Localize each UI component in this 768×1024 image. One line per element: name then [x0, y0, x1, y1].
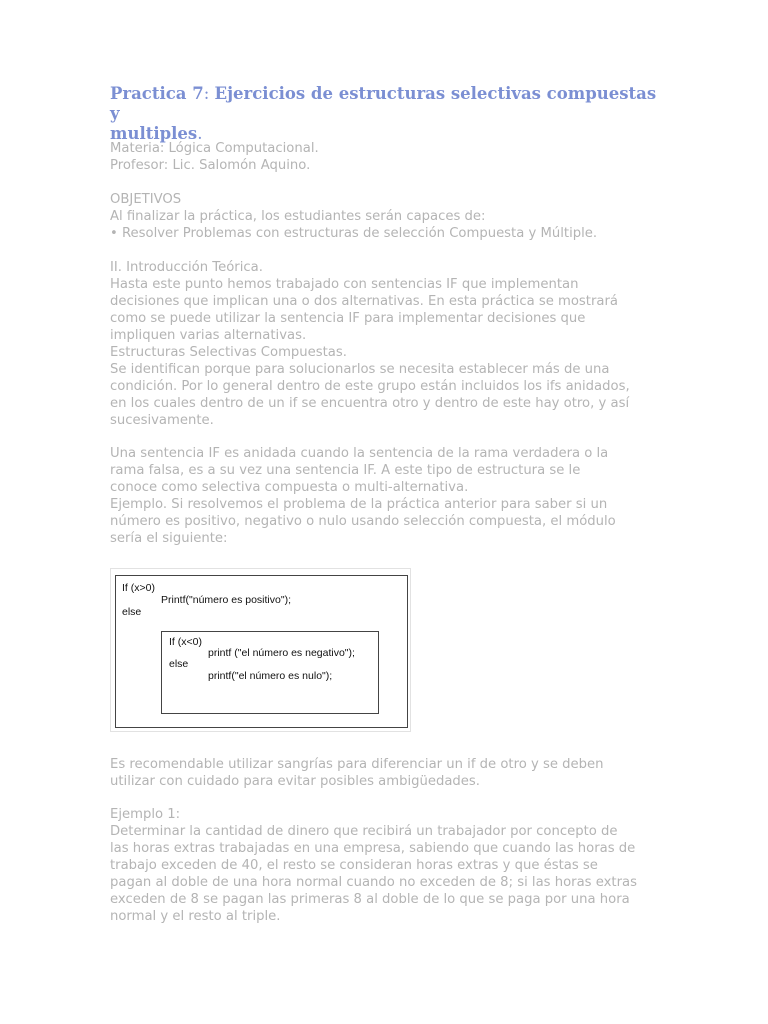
objetivos-bullet: • Resolver Problemas con estructuras de selección Compuesta y Múltiple.: [110, 226, 598, 241]
title-prefix: Practica 7: [110, 84, 204, 103]
code-if-inner: If (x<0): [169, 636, 202, 648]
paragraph-line: Una sentencia IF es anidada cuando la sentencia de la rama verdadera o la: [110, 446, 609, 461]
paragraph-line: las horas extras trabajadas en una empresa, sabiendo que cuando las horas de: [110, 841, 636, 856]
paragraph-line: condición. Por lo general dentro de este grupo están incluidos los ifs anidados,: [110, 379, 630, 394]
paragraph-line: exceden de 8 se pagan las primeras 8 al doble de lo que se paga por una hora: [110, 892, 630, 907]
title-separator: :: [203, 84, 215, 103]
ejemplo1-block: [110, 806, 670, 925]
code-frame: [115, 575, 408, 728]
title-end: .: [197, 124, 203, 143]
nested-if-frame: [161, 631, 379, 714]
code-printf-null: printf("el número es nulo");: [208, 670, 333, 682]
paragraph-line: como se puede utilizar la sentencia IF para implementar decisiones que: [110, 311, 586, 326]
paragraph-line: en los cuales dentro de un if se encuentra otro y dentro de este hay otro, y así: [110, 396, 630, 411]
objetivos-intro: Al finalizar la práctica, los estudiantes serán capaces de:: [110, 209, 486, 224]
paragraph-line: trabajo exceden de 40, el resto se consideran horas extras y que éstas se: [110, 858, 598, 873]
paragraph-line: Se identifican porque para solucionarlos se necesita establecer más de una: [110, 362, 610, 377]
code-printf-positive: Printf("número es positivo");: [161, 594, 291, 606]
paragraph-line: Es recomendable utilizar sangrías para diferenciar un if de otro y se deben: [110, 757, 604, 772]
objetivos-block: [110, 191, 670, 242]
paragraph-line: Ejemplo. Si resolvemos el problema de la práctica anterior para saber si un: [110, 497, 608, 512]
introduccion-block: [110, 259, 670, 429]
ejemplo1-heading: Ejemplo 1:: [110, 807, 181, 822]
code-else-outer: else: [122, 606, 142, 618]
paragraph-line: conoce como selectiva compuesta o multi-alternativa.: [110, 480, 469, 495]
paragraph-line: sería el siguiente:: [110, 531, 228, 546]
anidada-block: [110, 445, 670, 547]
title-main: Ejercicios de estructuras selectivas compuestas y: [110, 84, 657, 123]
document-title: [110, 84, 670, 144]
paragraph-line: Hasta este punto hemos trabajado con sentencias IF que implementan: [110, 277, 579, 292]
paragraph-line: pagan al doble de una hora normal cuando no exceden de 8; si las horas extras: [110, 875, 637, 890]
paragraph-line: rama falsa, es a su vez una sentencia IF. A este tipo de estructura se le: [110, 463, 581, 478]
code-example-image: [110, 568, 411, 732]
introduccion-heading: II. Introducción Teórica.: [110, 260, 263, 275]
code-if-outer: If (x>0): [122, 582, 155, 594]
profesor-line: Profesor: Lic. Salomón Aquino.: [110, 158, 311, 173]
paragraph-line: Determinar la cantidad de dinero que recibirá un trabajador por concepto de: [110, 824, 618, 839]
estructuras-subheading: Estructuras Selectivas Compuestas.: [110, 345, 347, 360]
title-main-2: multiples: [110, 124, 198, 143]
sangrias-block: [110, 756, 670, 790]
paragraph-line: número es positivo, negativo o nulo usando selección compuesta, el módulo: [110, 514, 616, 529]
paragraph-line: sucesivamente.: [110, 413, 214, 428]
objetivos-heading: OBJETIVOS: [110, 192, 182, 207]
paragraph-line: impliquen varias alternativas.: [110, 328, 307, 343]
paragraph-line: normal y el resto al triple.: [110, 909, 281, 924]
paragraph-line: decisiones que implican una o dos alternativas. En esta práctica se mostrará: [110, 294, 618, 309]
materia-line: Materia: Lógica Computacional.: [110, 141, 319, 156]
meta-block: [110, 140, 670, 174]
code-printf-negative: printf ("el número es negativo");: [208, 647, 355, 659]
code-else-inner: else: [169, 658, 189, 670]
paragraph-line: utilizar con cuidado para evitar posibles ambigüedades.: [110, 774, 480, 789]
